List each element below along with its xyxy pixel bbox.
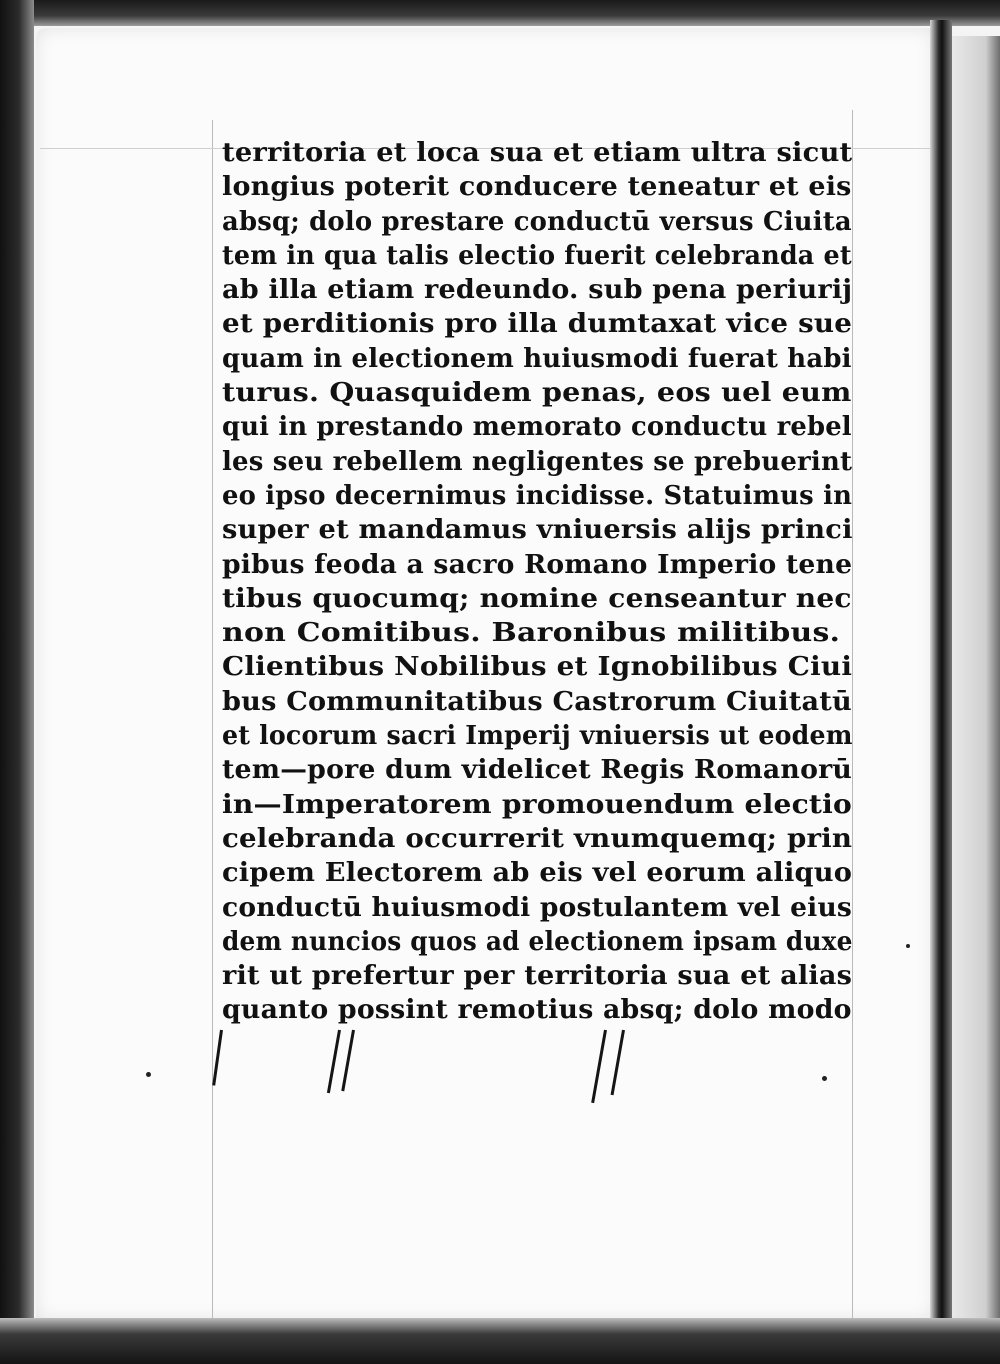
text-line: qui in prestando memorato conductu rebel	[222, 412, 852, 443]
text-line: non Comitibus. Baronibus militibus.	[222, 618, 841, 649]
ink-speck	[822, 1076, 827, 1081]
text-line: pibus feoda a sacro Romano Imperio tene	[222, 549, 853, 580]
manuscript-text-block	[222, 136, 862, 1028]
adjacent-leaf-edge	[952, 36, 1000, 1326]
text-line: les seu rebellem negligentes se prebuerint	[222, 446, 853, 477]
text-line: eo ipso decernimus incidisse. Statuimus in	[222, 480, 853, 511]
page-gutter	[930, 20, 952, 1330]
text-line: et perditionis pro illa dumtaxat vice sue	[222, 309, 853, 340]
text-line: turus. Quasquidem penas, eos uel eum	[222, 378, 852, 409]
text-line: ab illa etiam redeundo. sub pena periurij	[222, 275, 853, 306]
text-line: rit ut prefertur per territoria sua et alias	[222, 961, 853, 992]
text-line: longius poterit conducere teneatur et eis	[222, 172, 852, 203]
text-line: quanto possint remotius absq; dolo modo	[222, 995, 852, 1026]
binding-left-edge	[0, 0, 34, 1364]
text-line: conductū huiusmodi postulantem vel eius	[222, 892, 853, 923]
text-line: celebranda occurrerit vnumquemq; prin	[222, 823, 853, 854]
ink-speck	[906, 944, 910, 948]
text-line: super et mandamus vniuersis alijs princi	[222, 515, 853, 546]
text-line: absq; dolo prestare conductū versus Ciuita	[222, 206, 852, 237]
binding-top-edge	[0, 0, 1000, 26]
margin-rule-left	[212, 120, 213, 1318]
text-line: quam in electionem huiusmodi fuerat habi	[222, 343, 852, 374]
text-line: et locorum sacri Imperij vniuersis ut eodem	[222, 721, 853, 752]
text-line: Clientibus Nobilibus et Ignobilibus Ciui	[222, 652, 853, 683]
text-line: territoria et loca sua et etiam ultra sicut	[222, 138, 853, 168]
text-line: bus Communitatibus Castrorum Ciuitatū	[222, 686, 852, 717]
ink-speck	[146, 1072, 151, 1077]
text-line: tem—pore dum videlicet Regis Romanorū	[222, 755, 853, 786]
text-line: tibus quocumq; nomine censeantur nec	[222, 583, 852, 614]
text-line: tem in qua talis electio fuerit celebranda et	[222, 240, 852, 271]
text-line: in—Imperatorem promouendum electio	[222, 789, 852, 820]
binding-bottom-edge	[0, 1318, 1000, 1364]
text-line: dem nuncios quos ad electionem ipsam duxe	[222, 926, 853, 957]
text-line: cipem Electorem ab eis vel eorum aliquo	[222, 858, 853, 889]
